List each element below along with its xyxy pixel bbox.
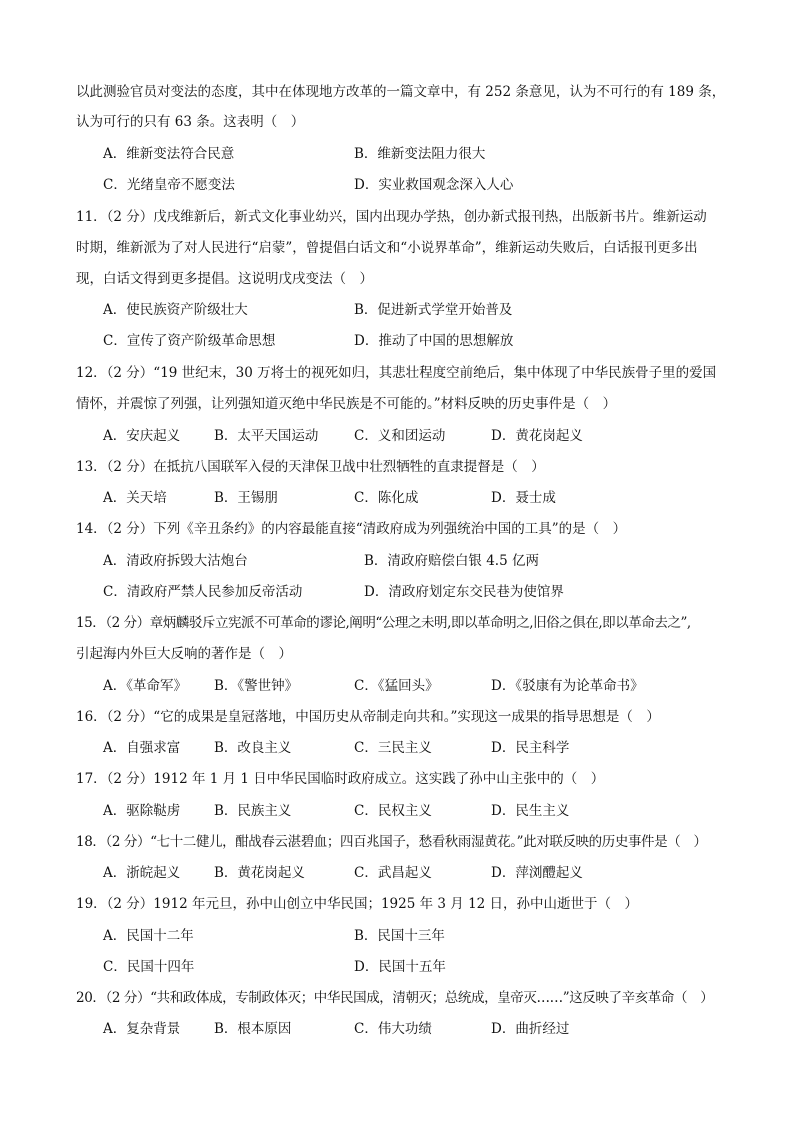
question-16-text-line-1: 16．（2 分）“它的成果是皇冠落地，中国历史从帝制走向共和。”实现这一成果的指导思想是（ ） [76,709,660,725]
question-12-option-b: B．太平天国运动 [214,428,319,444]
question-14-option-a: A．清政府拆毁大沽炮台 [103,553,248,569]
question-19-option-d: D．民国十五年 [354,959,446,975]
question-14-option-c: C．清政府严禁人民参加反帝活动 [103,584,303,600]
question-20-text-line-1: 20．（2 分）“共和政体成，专制政体灭；中华民国成，清朝灭；总统成，皇帝灭……”这反映了辛亥革命（ ） [76,990,714,1006]
question-15-option-c: C．《猛回头》 [354,678,439,694]
question-10-option-b: B．维新变法阻力很大 [354,146,486,162]
question-15-option-a: A．《革命军》 [103,678,187,694]
question-15-option-b: B．《警世钟》 [214,678,299,694]
question-16-option-c: C．三民主义 [354,740,432,756]
question-20-option-a: A．复杂背景 [103,1021,181,1037]
question-13-option-b: B．王锡朋 [214,490,278,506]
question-18-option-b: B．黄花岗起义 [214,865,305,881]
question-14-option-b: B．清政府赔偿白银 4.5 亿两 [364,553,539,569]
question-10-option-a: A．维新变法符合民意 [103,146,235,162]
question-11-option-a: A．使民族资产阶级壮大 [103,302,248,318]
question-20-option-c: C．伟大功绩 [354,1021,432,1037]
question-17-option-a: A．驱除鞑虏 [103,803,181,819]
question-17-text-line-1: 17．（2 分）1912 年 1 月 1 日中华民国临时政府成立。这实践了孙中山主张中的（ ） [76,771,605,787]
question-17-option-c: C．民权主义 [354,803,432,819]
question-11-text-line-2: 时期，维新派为了对人民进行“启蒙”，曾提倡白话文和“小说界革命”，维新运动失败后，白话报刊更多出 [76,240,698,256]
question-13-option-d: D．聂士成 [491,490,556,506]
question-18-text-line-1: 18．（2 分）“七十二健儿，酣战春云湛碧血；四百兆国子，愁看秋雨湿黄花。”此对联反映的历史事件是（ ） [76,834,707,850]
question-15-option-d: D．《驳康有为论革命书》 [491,678,644,694]
question-20-option-d: D．曲折经过 [491,1021,570,1037]
question-18-option-a: A．浙皖起义 [103,865,181,881]
question-11-text-line-1: 11．（2 分）戊戌维新后，新式文化事业幼兴，国内出现办学热，创办新式报刊热，出版新书片。维新运动 [76,209,707,225]
question-12-option-d: D．黄花岗起义 [491,428,583,444]
question-19-option-c: C．民国十四年 [103,959,195,975]
question-14-text-line-1: 14．（2 分）下列《辛丑条约》的内容最能直接“清政府成为列强统治中国的工具”的是（ ） [76,521,627,537]
question-16-option-a: A．自强求富 [103,740,181,756]
question-13-option-c: C．陈化成 [354,490,419,506]
question-12-text-line-1: 12．（2 分）“19 世纪末，30 万将士的视死如归，其悲壮程度空前绝后，集中体现了中华民族骨子里的爱国 [76,365,717,381]
question-20-option-b: B．根本原因 [214,1021,292,1037]
question-11-option-b: B．促进新式学堂开始普及 [354,302,513,318]
question-11-option-c: C．宣传了资产阶级革命思想 [103,333,276,349]
question-10-text-line-1: 以此测验官员对变法的态度，其中在体现地方改革的一篇文章中，有 252 条意见，认为不可行的有 189 条， [76,84,726,100]
question-17-option-d: D．民生主义 [491,803,570,819]
question-16-option-b: B．改良主义 [214,740,292,756]
question-11-text-line-3: 现，白话文得到更多提倡。这说明戊戌变法（ ） [76,271,373,287]
question-15-text-line-2: 引起海内外巨大反响的著作是（ ） [76,646,292,662]
question-12-option-a: A．安庆起义 [103,428,181,444]
question-16-option-d: D．民主科学 [491,740,570,756]
question-18-option-d: D．萍浏醴起义 [491,865,583,881]
question-13-option-a: A．关天培 [103,490,167,506]
question-12-text-line-2: 情怀，并震惊了列强，让列强知道灭绝中华民族是不可能的。”材料反映的历史事件是（ ） [76,396,617,412]
question-12-option-c: C．义和团运动 [354,428,446,444]
question-13-text-line-1: 13．（2 分）在抵抗八国联军入侵的天津保卫战中壮烈牺牲的直隶提督是（ ） [76,459,545,475]
question-14-option-d: D．清政府划定东交民巷为使馆界 [364,584,564,600]
question-19-option-a: A．民国十二年 [103,928,194,944]
question-15-text-line-1: 15．（2 分）章炳麟驳斥立宪派不可革命的谬论,阐明“公理之未明,即以革命明之,旧俗之俱在,即以革命去之”, [76,615,691,631]
question-17-option-b: B．民族主义 [214,803,292,819]
question-19-option-b: B．民国十三年 [354,928,445,944]
question-10-option-d: D．实业救国观念深入人心 [354,177,514,193]
question-10-text-line-2: 认为可行的只有 63 条。这表明（ ） [76,114,305,130]
question-18-option-c: C．武昌起义 [354,865,432,881]
question-19-text-line-1: 19．（2 分）1912 年元旦，孙中山创立中华民国；1925 年 3 月 12 日，孙中山逝世于（ ） [76,896,639,912]
question-11-option-d: D．推动了中国的思想解放 [354,333,514,349]
question-10-option-c: C．光绪皇帝不愿变法 [103,177,235,193]
